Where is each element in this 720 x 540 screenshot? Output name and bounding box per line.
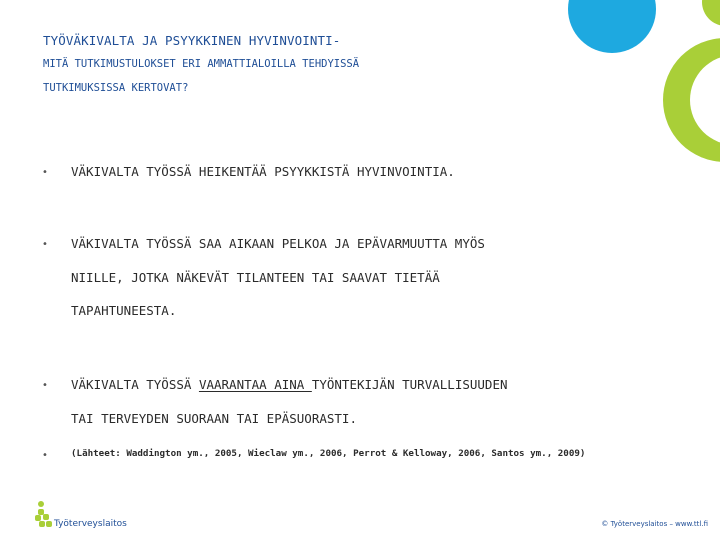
footer-copyright: © Työterveyslaitos – www.ttl.fi [601, 520, 708, 528]
bullet-3-line2: TAI TERVEYDEN SUORAAN TAI EPÄSUORASTI. [71, 411, 357, 426]
slide-subtitle-line2: TUTKIMUKSISSA KERTOVAT? [43, 82, 189, 94]
bullet-3-text-pre: VÄKIVALTA TYÖSSÄ [71, 377, 199, 392]
sources-citation: (Lähteet: Waddington ym., 2005, Wieclaw ym., 2006, Perrot & Kelloway, 2006, Santos ym., 2009) [71, 448, 586, 459]
slide-title: TYÖVÄKIVALTA JA PSYYKKINEN HYVINVOINTI- [43, 33, 341, 48]
bullet-marker: • [42, 450, 48, 461]
bullet-marker: • [42, 380, 48, 391]
slide-subtitle-line1: MITÄ TUTKIMUSTULOKSET ERI AMMATTIALOILLA TEHDYISSÄ [43, 58, 360, 70]
bullet-2-line1: VÄKIVALTA TYÖSSÄ SAA AIKAAN PELKOA JA EPÄVARMUUTTA MYÖS [71, 236, 485, 251]
bullet-marker: • [42, 239, 48, 250]
bullet-1-text: VÄKIVALTA TYÖSSÄ HEIKENTÄÄ PSYYKKISTÄ HYVINVOINTIA. [71, 164, 455, 179]
bullet-3-text-post: TYÖNTEKIJÄN TURVALLISUUDEN [311, 377, 508, 392]
bullet-2-line2: NIILLE, JOTKA NÄKEVÄT TILANTEEN TAI SAAVAT TIETÄÄ [71, 270, 440, 285]
bullet-3-line1 [71, 377, 508, 392]
bullet-3-emphasis: VAARANTAA AINA [198, 377, 312, 392]
bullet-2-line3: TAPAHTUNEESTA. [71, 303, 177, 318]
logo-wordmark: Työterveyslaitos [54, 519, 127, 529]
bullet-marker: • [42, 167, 48, 178]
